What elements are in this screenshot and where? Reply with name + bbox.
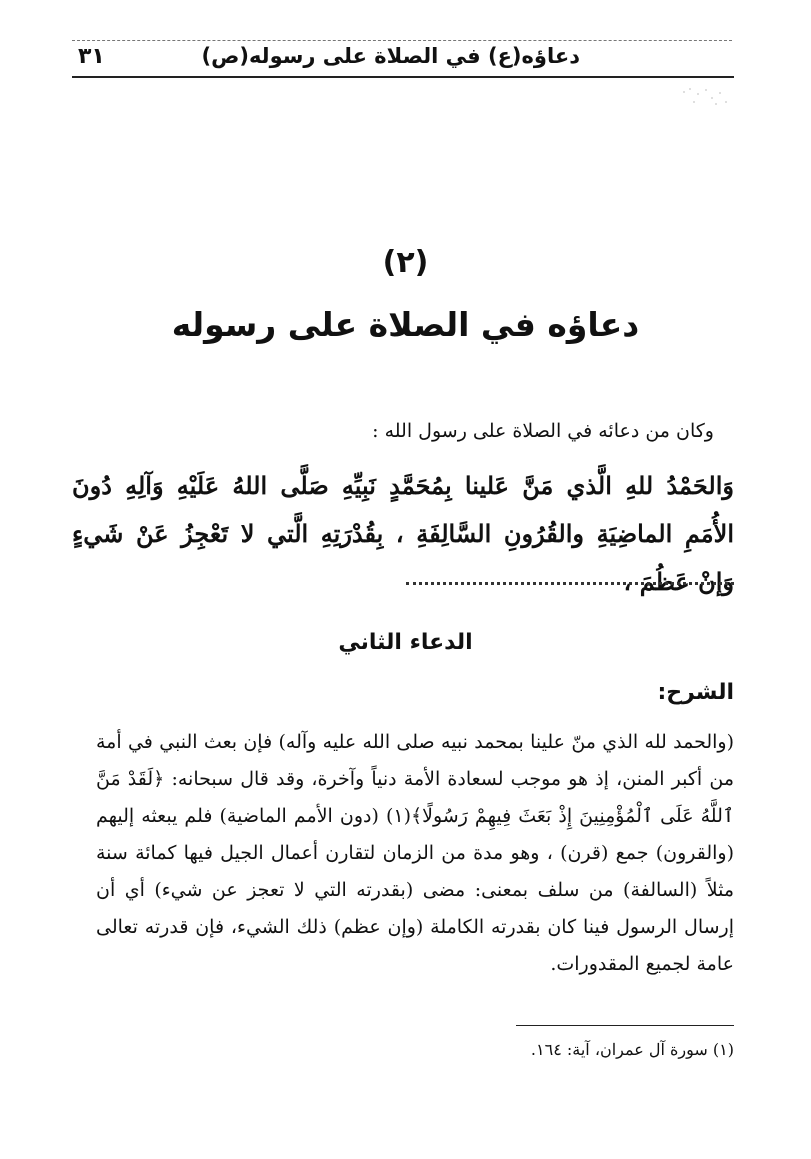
- header-top-rule: [72, 40, 732, 41]
- running-header-title: دعاؤه(ع) في الصلاة على رسوله(ص): [201, 44, 580, 68]
- chapter-number: (٢): [382, 245, 429, 280]
- section-heading: الدعاء الثاني: [338, 630, 473, 655]
- chapter-title: دعاؤه في الصلاة على رسوله: [171, 305, 640, 344]
- commentary-label: الشرح:: [657, 680, 734, 705]
- footnote-rule: [516, 1025, 734, 1026]
- footnote: (١) سورة آل عمران، آية: ١٦٤.: [530, 1040, 734, 1059]
- header-rule: [72, 76, 734, 78]
- intro-line: وكان من دعائه في الصلاة على رسول الله :: [372, 420, 714, 442]
- page-number: ٣١: [78, 44, 105, 69]
- commentary-text: (والحمد لله الذي منّ علينا بمحمد نبيه صلى الله عليه وآله) فإن بعث النبي في أمة من أكبر المنن، إذ هو موجب لسعادة الأمة دنياً وآخرة، وقد قال سبحانه: ﴿لَقَدْ مَنَّ ٱللَّهُ عَلَى ٱلْمُؤْمِنِينَ إِذْ بَعَثَ فِيهِمْ رَسُولًا﴾(١) (دون الأمم الماضية) فلم يبعثه إليهم (والقرون) جمع (قرن) ، وهو مدة من الزمان لتقارن أعمال الجيل فيها كمائة سنة مثلاً (السالفة) من سلف بمعنى: مضى (بقدرته التي لا تعجز عن شيء) أي أن إرسال الرسول فينا كان بقدرته الكاملة (وإن عظم) ذلك الشيء، فإن قدرته تعالى عامة لجميع المقدورات.: [96, 731, 734, 975]
- scan-smudge: [678, 84, 732, 110]
- dotted-separator: [406, 582, 734, 585]
- dua-text: وَالحَمْدُ للهِ الَّذي مَنَّ عَلينا بِمُحَمَّدٍ نَبِيِّهِ صَلَّى اللهُ عَلَيْهِ وَآلِهِ دُونَ الأُمَمِ الماضِيَةِ والقُرُونِ السَّالِفَةِ ، بِقُدْرَتِهِ الَّتي لا تَعْجِزُ عَنْ شَيءٍ وَإنْ عَظُمَ ،: [72, 471, 734, 596]
